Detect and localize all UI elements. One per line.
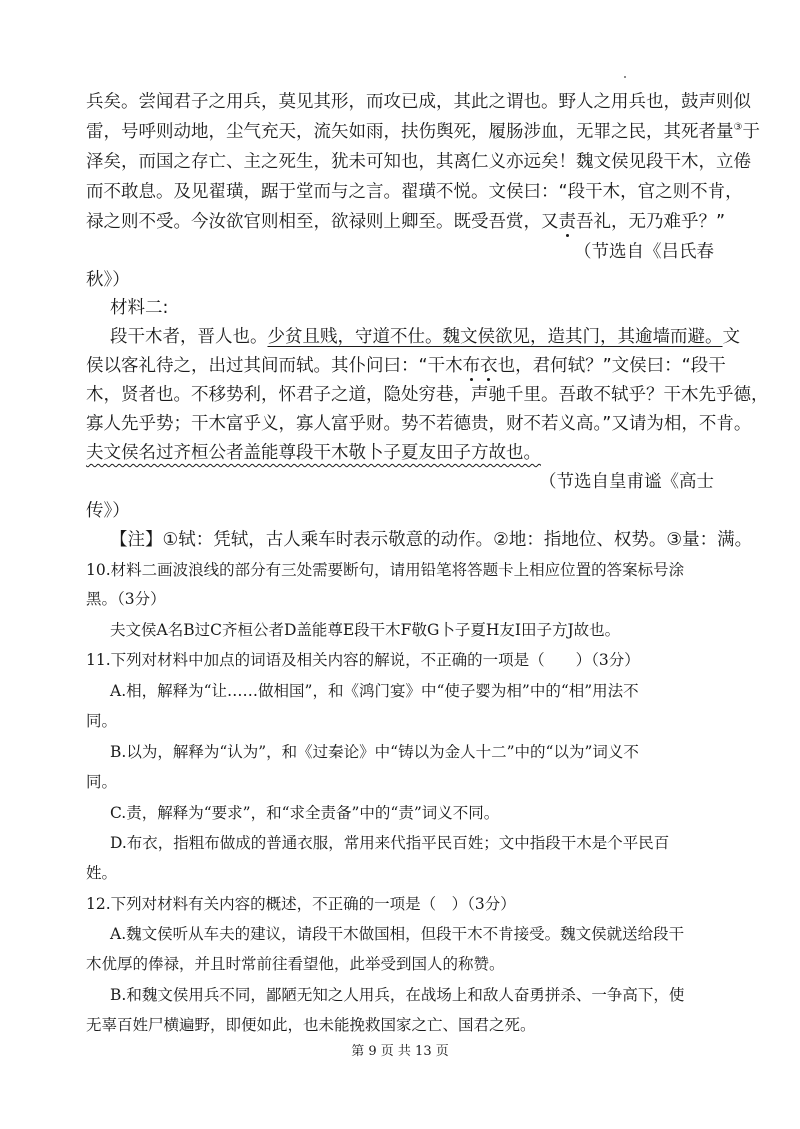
passage2-line-1a: 段干木者，晋人也。	[110, 327, 268, 347]
passage2-line-1	[110, 325, 740, 349]
passage1-line-2	[86, 120, 760, 144]
passage2-line-1b: 文	[722, 327, 740, 347]
passage1-line-3: 泽矣，而国之存亡、主之死生，犹未可知也，其离仁义亦远矣！魏文侯见段干木，立倦	[86, 152, 751, 172]
passage1-line-5a: 禄之则不受。今汝欲官则相至，欲禄则上卿至。既受吾赏，又	[86, 212, 559, 232]
question-11-option-c: C.责，解释为“要求”，和“求全责备”中的“责”词义不同。	[110, 804, 500, 822]
dotted-word-yi: 衣	[480, 356, 498, 376]
scan-speck	[624, 76, 626, 78]
passage2-line-4: 寡人先乎势；干木富乎义，寡人富乎财。势不若德贵，财不若义高。”又请为相，不肯。	[86, 414, 752, 434]
dotted-word-ze: 责	[558, 212, 576, 232]
passage1-line-5b: 吾礼，无乃难乎？”	[576, 212, 726, 232]
source-lvshi-chunqiu: （节选自《吕氏春	[574, 242, 714, 262]
question-10-stem: 10.材料二画波浪线的部分有三处需要断句，请用铅笔将答题卡上相应位置的答案标号涂	[86, 561, 685, 579]
passage1-line-1: 兵矣。尝闻君子之用兵，莫见其形，而攻已成，其此之谓也。野人之用兵也，鼓声则似	[86, 92, 751, 112]
question-12-option-a-end: 木优厚的俸禄，并且时常前往看望他，此举受到国人的称赞。	[86, 955, 505, 973]
passage1-line-2-tail: 于	[742, 122, 760, 142]
question-12-stem: 12.下列对材料有关内容的概述，不正确的一项是（ ）（3分）	[86, 895, 516, 913]
passage2-line-2a: 侯以客礼待之，出过其间而轼。其仆问曰：“干木	[86, 356, 463, 376]
passage1-line-2-text: 雷，号呼则动地，尘气充天，流矢如雨，扶伤舆死，履肠涉血，无罪之民，其死者量	[86, 122, 734, 142]
question-10-stem-end: 黑。（3分）	[86, 590, 166, 608]
source-gaoshi-zhuan: （节选自皇甫谧《高士	[539, 472, 714, 492]
material-two-heading: 材料二:	[110, 298, 169, 318]
question-11-option-d: D.布衣，指粗布做成的普通衣服，常用来代指平民百姓；文中指段干木是个平民百	[110, 834, 670, 852]
passage1-line-4: 而不敢息。及见翟璜，踞于堂而与之言。翟璜不悦。文侯曰：“段干木，官之则不肯，	[86, 182, 743, 202]
question-11-stem: 11.下列对材料中加点的词语及相关内容的解说，不正确的一项是（ ）（3分）	[86, 651, 640, 669]
question-12-option-b-end: 无辜百姓尸横遍野，即便如此，也未能挽救国家之亡、国君之死。	[86, 1016, 536, 1034]
dotted-word-bu: 布	[462, 356, 481, 376]
passage2-line-3: 木，贤者也。不移势利，怀君子之道，隐处穷巷，声驰千里。吾敢不轼乎？干木先乎德，	[86, 385, 769, 405]
passage2-line-2	[86, 354, 726, 378]
source-gaoshi-zhuan-end: 传》）	[86, 501, 130, 521]
source-lvshi-chunqiu-end: 秋》）	[86, 270, 130, 290]
question-12-option-b: B.和魏文侯用兵不同，鄙陋无知之人用兵，在战场上和敌人奋勇拼杀、一争高下，使	[110, 986, 685, 1004]
question-11-option-b: B.以为，解释为“认为”，和《过秦论》中“铸以为金人十二”中的“以为”词义不	[110, 743, 639, 761]
wavy-underlined-sentence: 夫文侯名过齐桓公者盖能尊段干木敬卜子夏友田子方故也。	[86, 443, 541, 463]
question-11-option-d-end: 姓。	[86, 864, 118, 882]
question-10-sentence: 夫文侯A名B过C齐桓公者D盖能尊E段干木F敬G卜子夏H友I田子方J故也。	[110, 621, 621, 639]
passage2-line-2b: 也，君何轼？”文侯曰：“段干	[497, 356, 726, 376]
annotation-note: 【注】①轼：凭轼，古人乘车时表示敬意的动作。②地：指地位、权势。③量：满。	[110, 530, 753, 550]
page-number-footer: 第 9 页 共 13 页	[351, 1044, 449, 1059]
underlined-sentence: 少贫且贱，守道不仕。魏文侯欲见，造其门，其逾墙而避。	[267, 327, 723, 347]
question-11-option-a: A.相，解释为“让……做相国”，和《鸿门宴》中“使子婴为相”中的“相”用法不	[110, 682, 639, 700]
question-11-option-b-end: 同。	[86, 773, 118, 791]
question-11-option-a-end: 同。	[86, 712, 118, 730]
question-12-option-a: A.魏文侯听从车夫的建议，请段干木做国相，但段干木不肯接受。魏文侯就送给段干	[110, 925, 685, 943]
passage1-line-5	[86, 210, 725, 234]
footnote-mark-3: ③	[733, 122, 743, 134]
